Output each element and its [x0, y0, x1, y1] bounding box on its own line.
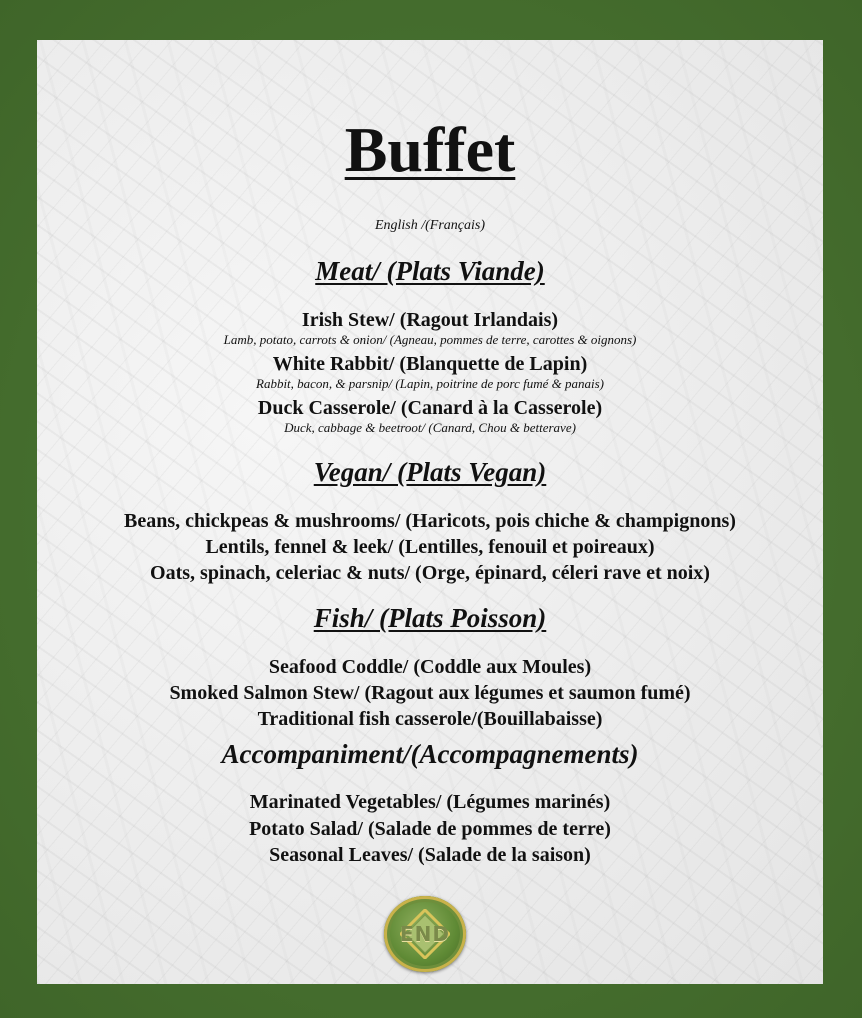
end-button-label: END — [399, 922, 450, 946]
section-heading-meat: Meat/ (Plats Viande) — [315, 256, 545, 286]
dish-fish-casserole: Traditional fish casserole/(Bouillabaisse) — [257, 708, 603, 730]
dish-smoked-salmon-stew: Smoked Salmon Stew/ (Ragout aux légumes et saumon fumé) — [169, 682, 691, 704]
dish-oats-spinach: Oats, spinach, celeriac & nuts/ (Orge, épinard, céleri rave et noix) — [150, 562, 710, 584]
page-title: Buffet — [344, 114, 516, 185]
dish-desc-white-rabbit: Rabbit, bacon, & parsnip/ (Lapin, poitrine de porc fumé & panais) — [256, 376, 604, 391]
menu-panel — [37, 40, 823, 984]
language-note: English /(Français) — [374, 218, 486, 233]
dish-lentils-fennel: Lentils, fennel & leek/ (Lentilles, fenouil et poireaux) — [205, 536, 655, 558]
dish-desc-irish-stew: Lamb, potato, carrots & onion/ (Agneau, pommes de terre, carottes & oignons) — [223, 332, 637, 347]
end-button[interactable] — [384, 896, 466, 972]
dish-duck-casserole: Duck Casserole/ (Canard à la Casserole) — [257, 397, 603, 419]
section-heading-accompaniment: Accompaniment/(Accompagnements) — [221, 739, 639, 769]
dish-seasonal-leaves: Seasonal Leaves/ (Salade de la saison) — [269, 844, 591, 866]
dish-beans-chickpeas: Beans, chickpeas & mushrooms/ (Haricots, pois chiche & champignons) — [124, 510, 736, 532]
dish-seafood-coddle: Seafood Coddle/ (Coddle aux Moules) — [268, 656, 592, 678]
dish-desc-duck-casserole: Duck, cabbage & beetroot/ (Canard, Chou & betterave) — [284, 420, 576, 435]
dish-irish-stew: Irish Stew/ (Ragout Irlandais) — [301, 309, 559, 331]
section-heading-vegan: Vegan/ (Plats Vegan) — [313, 457, 547, 487]
section-heading-fish: Fish/ (Plats Poisson) — [313, 603, 547, 633]
dish-potato-salad: Potato Salad/ (Salade de pommes de terre) — [249, 818, 611, 840]
dish-white-rabbit: White Rabbit/ (Blanquette de Lapin) — [272, 353, 588, 375]
dish-marinated-vegetables: Marinated Vegetables/ (Légumes marinés) — [249, 791, 611, 813]
